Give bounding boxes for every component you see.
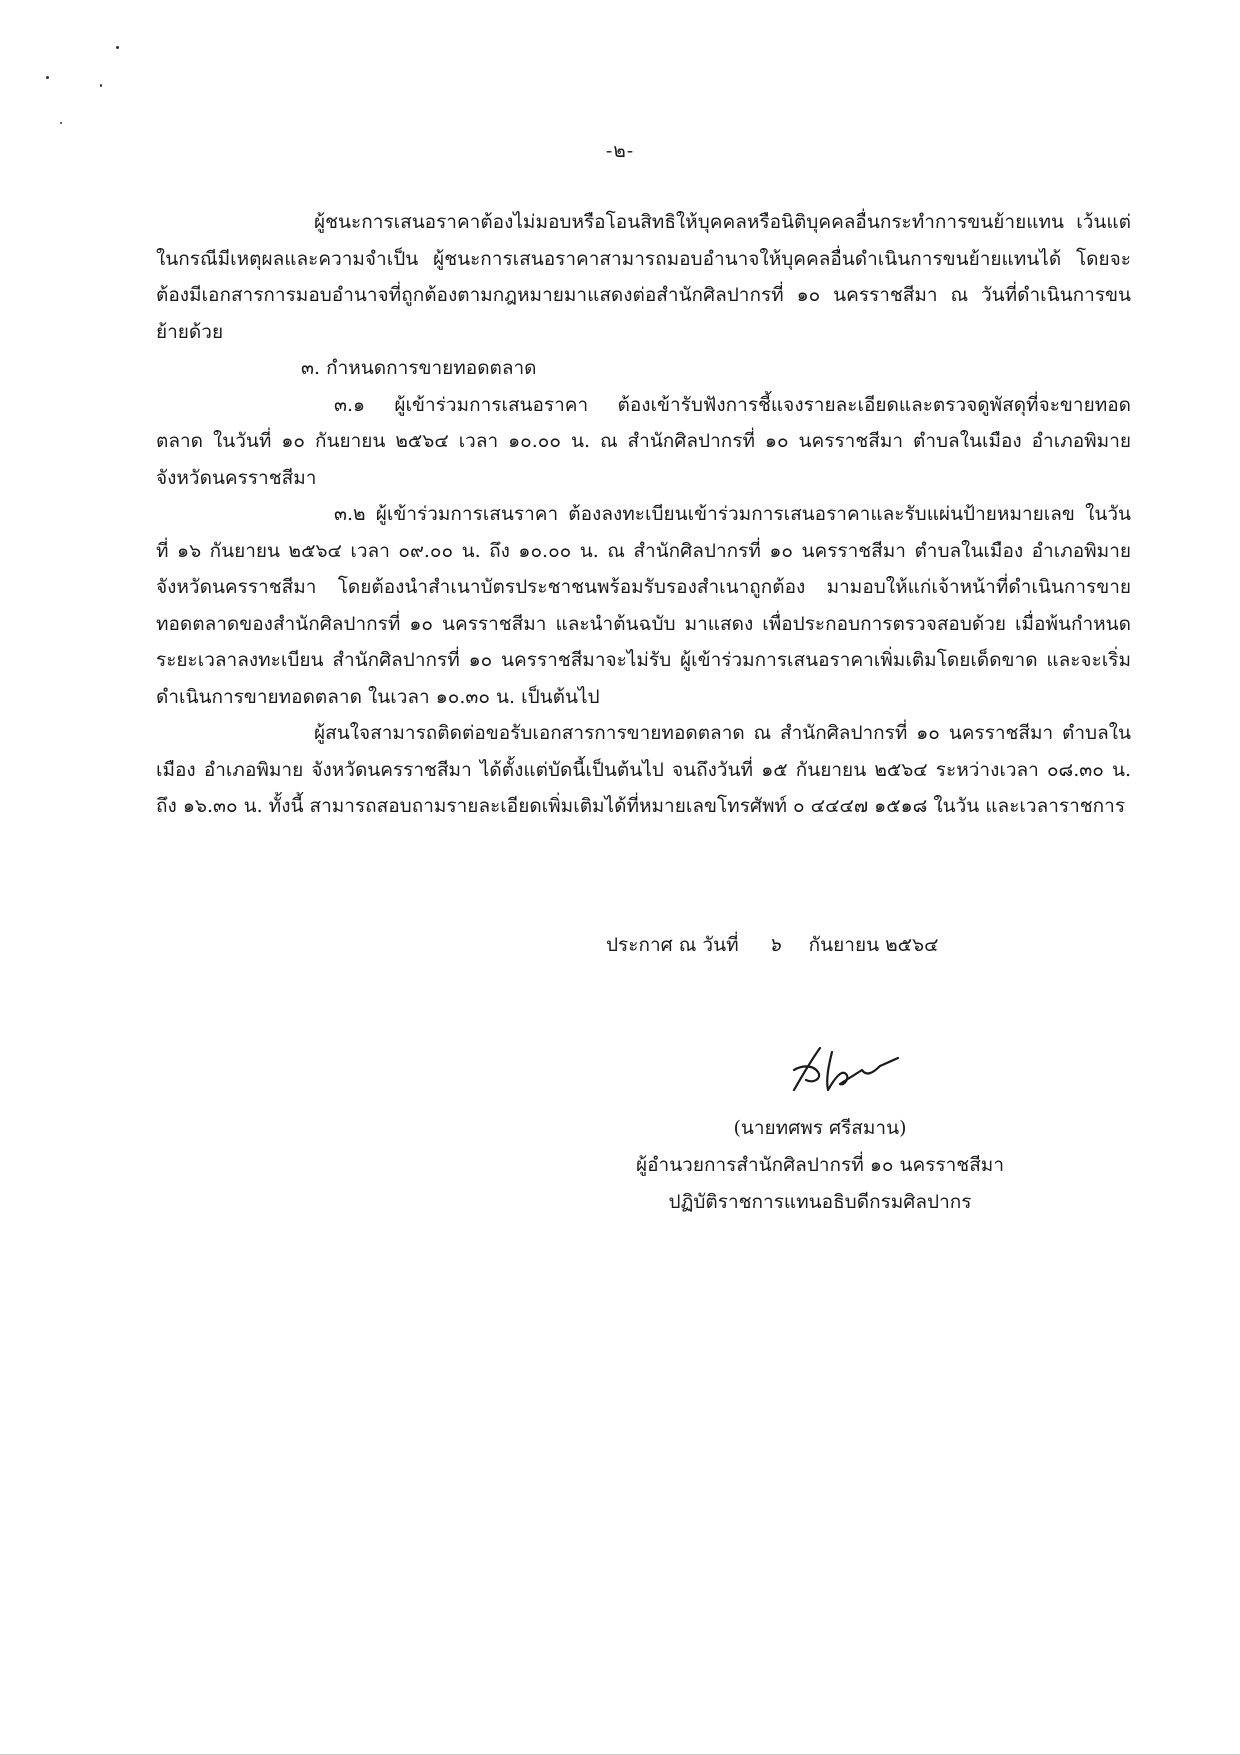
paragraph-transfer-rights: ผู้ชนะการเสนอราคาต้องไม่มอบหรือโอนสิทธิให้บุคคลหรือนิติบุคคลอื่นกระทำการขนย้ายแทน เว้นแต่ในกรณีมีเหตุผลและความจำเป็น ผู้ชนะการเสนอราคาสามารถมอบอำนาจให้บุคคลอื่นดำเนินการขนย้ายแทนได้ โดยจะต้องมีเอกสารการมอบอำนาจที่ถูกต้องตามกฎหมายมาแสดงต่อสำนักศิลปากรที่ ๑๐ นครราชสีมา ณ วันที่ดำเนินการขนย้ายด้วย (156, 211, 1131, 343)
scan-speck (46, 76, 49, 79)
scan-speck (60, 122, 62, 124)
paragraph-3-2-registration: ๓.๒ ผู้เข้าร่วมการเสนราคา ต้องลงทะเบียนเข้าร่วมการเสนอราคาและรับแผ่นป้ายหมายเลข ในวันที่ ๑๖ กันยายน ๒๕๖๔ เวลา ๐๙.๐๐ น. ถึง ๑๐.๐๐ น. ณ สำนักศิลปากรที่ ๑๐ นครราชสีมา ตำบลในเมือง อำเภอพิมาย จังหวัดนครราชสีมา โดยต้องนำสำเนาบัตรประชาชนพร้อมรับรองสำเนาถูกต้อง มามอบให้แก่เจ้าหน้าที่ดำเนินการขายทอดตลาดของสำนักศิลปากรที่ ๑๐ นครราชสีมา และนำต้นฉบับ มาแสดง เพื่อประกอบการตรวจสอบด้วย เมื่อพ้นกำหนดระยะเวลาลงทะเบียน สำนักศิลปากรที่ ๑๐ นครราชสีมาจะไม่รับ ผู้เข้าร่วมการเสนอราคาเพิ่มเติมโดยเด็ดขาด และจะเริ่มดำเนินการขายทอดตลาด ในเวลา ๑๐.๓๐ น. เป็นต้นไป (156, 503, 1131, 708)
section-heading-auction-schedule: ๓. กำหนดการขายทอดตลาด (301, 357, 537, 379)
signer-name: (นายทศพร ศรีสมาน) (733, 1117, 907, 1139)
paragraph-contact-info: ผู้สนใจสามารถติดต่อขอรับเอกสารการขายทอดตลาด ณ สำนักศิลปากรที่ ๑๐ นครราชสีมา ตำบลในเมือง อำเภอพิมาย จังหวัดนครราชสีมา ได้ตั้งแต่บัดนี้เป็นต้นไป จนถึงวันที่ ๑๕ กันยายน ๒๕๖๔ ระหว่างเวลา ๐๘.๓๐ น. ถึง ๑๖.๓๐ น. ทั้งนี้ สามารถสอบถามรายละเอียดเพิ่มเติมได้ที่หมายเลขโทรศัพท์ ๐ ๔๔๔๗ ๑๕๑๘ ในวัน และเวลาราชการ (156, 722, 1131, 817)
announcement-month-year: กันยายน ๒๕๖๔ (808, 934, 939, 956)
signer-position: ผู้อำนวยการสำนักศิลปากรที่ ๑๐ นครราชสีมา (635, 1154, 1004, 1176)
signer-acting-capacity: ปฏิบัติราชการแทนอธิบดีกรมศิลปากร (668, 1191, 972, 1213)
signer-block (600, 1110, 1040, 1221)
announcement-date (606, 930, 938, 960)
announcement-day: ๖ (768, 934, 781, 956)
scan-speck (116, 46, 119, 49)
paragraph-3-1-briefing: ๓.๑ ผู้เข้าร่วมการเสนอราคา ต้องเข้ารับฟังการชี้แจงรายละเอียดและตรวจดูพัสดุที่จะขายทอดตลาด ในวันที่ ๑๐ กันยายน ๒๕๖๔ เวลา ๑๐.๐๐ น. ณ สำนักศิลปากรที่ ๑๐ นครราชสีมา ตำบลในเมือง อำเภอพิมาย จังหวัดนครราชสีมา (156, 393, 1131, 489)
announcement-prefix: ประกาศ ณ วันที่ (606, 934, 739, 956)
page-number: -๒- (605, 140, 635, 162)
scan-speck (100, 84, 102, 87)
document-body (156, 204, 1131, 825)
handwritten-signature (780, 1040, 910, 1110)
